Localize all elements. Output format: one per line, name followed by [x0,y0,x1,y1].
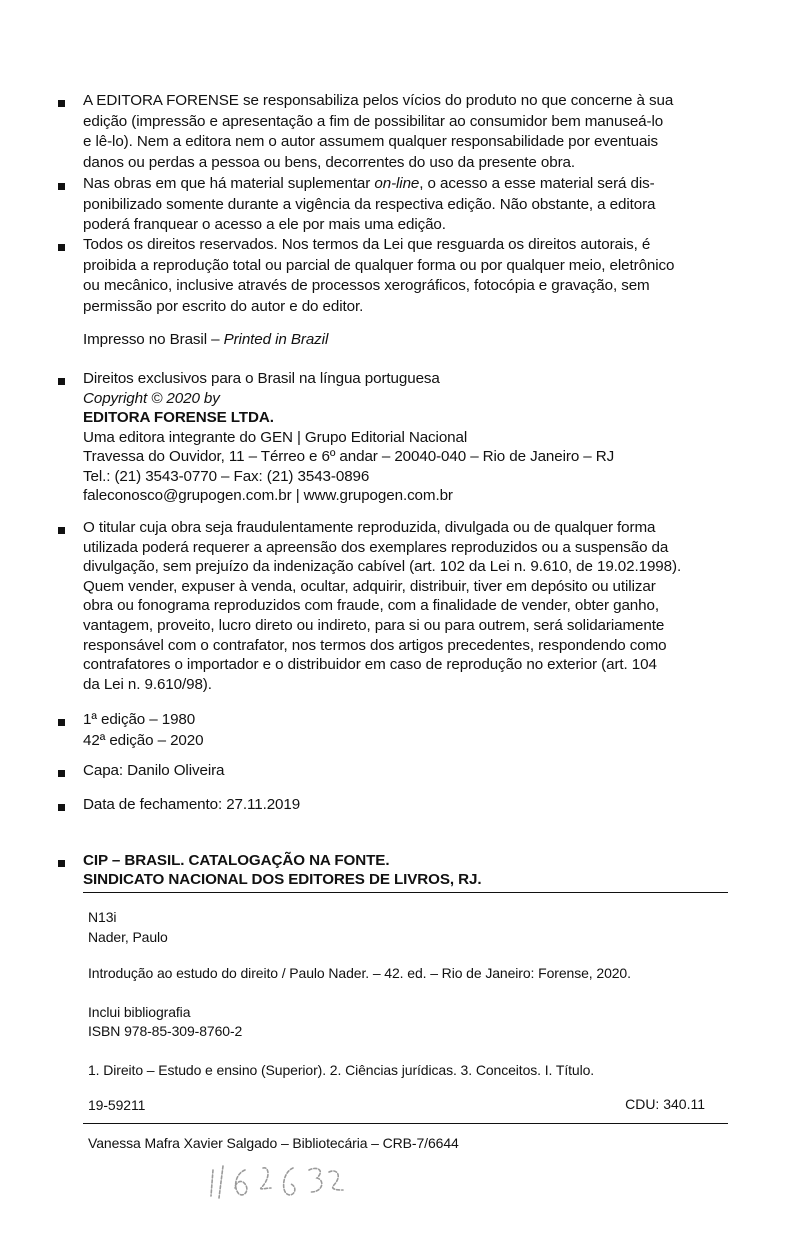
notice-fraud [83,518,728,694]
bullet-square [58,527,65,534]
closing-date [83,795,728,816]
notice-responsibility [83,91,728,173]
text-line: obra ou fonograma reproduzidos com fraude, com a finalidade de vender, obter ganho, [83,597,659,615]
text-line: ou mecânico, inclusive através de processos xerográficos, fotocópia e gravação, sem [83,277,650,295]
text-line: proibida a reprodução total ou parcial de qualquer forma ou por qualquer meio, eletrônico [83,256,675,274]
bullet-square [58,378,65,385]
cip-librarian: Vanessa Mafra Xavier Salgado – Bibliotecária – CRB-7/6644 [88,1135,459,1151]
cip-author: Nader, Paulo [88,929,168,945]
text-line: da Lei n. 9.610/98). [83,675,212,693]
phone-line: Tel.: (21) 3543-0770 – Fax: (21) 3543-0896 [83,467,370,485]
text-line: Uma editora integrante do GEN | Grupo Editorial Nacional [83,428,468,446]
text-line: utilizada poderá requerer a apreensão dos exemplares reproduzidos ou a suspensão da [83,538,669,556]
contact-line: faleconosco@grupogen.com.br | www.grupogen.com.br [83,487,453,504]
current-edition: 42ª edição – 2020 [83,731,204,749]
bullet-square [58,719,65,726]
text-line [83,174,728,195]
text-line: divulgação, sem prejuízo da indenização cabível (art. 102 da Lei n. 9.610, de 19.02.1998). [83,558,682,576]
address-line: Travessa do Ouvidor, 11 – Térreo e 6º andar – 20040-040 – Rio de Janeiro – RJ [83,448,615,465]
cip-isbn: ISBN 978-85-309-8760-2 [88,1023,243,1039]
cip-bottom-rule [83,1123,728,1124]
text-run: Impresso no Brasil – [83,331,224,348]
bullet-square [58,770,65,777]
notice-online-material [83,174,728,236]
text-line: vantagem, proveito, lucro direto ou indireto, para si ou para outrem, será solidariamente [83,616,665,634]
cip-cdu: CDU: 340.11 [625,1096,705,1112]
cip-heading [83,851,728,889]
cip-bibliography: Inclui bibliografia [88,1004,191,1020]
text-line: Todos os direitos reservados. Nos termos da Lei que resguarda os direitos autorais, é [83,236,651,253]
online-term: on-line [374,175,420,192]
text-line: Data de fechamento: 27.11.2019 [83,796,301,813]
cip-top-rule [83,892,728,893]
bullet-square [58,244,65,251]
cip-heading-line: SINDICATO NACIONAL DOS EDITORES DE LIVROS, RJ. [83,871,482,888]
text-line: danos ou perdas a pessoa ou bens, decorrentes do uso da presente obra. [83,153,576,171]
text-line: Direitos exclusivos para o Brasil na língua portuguesa [83,370,440,387]
text-run: , o acesso a esse material será dis- [419,175,655,192]
text-line: O titular cuja obra seja fraudulentamente reproduzida, divulgada ou de qualquer forma [83,519,656,536]
bullet-square [58,100,65,107]
handwritten-number [205,1158,345,1206]
text-line: edição (impressão e apresentação a fim de possibilitar ao consumidor bem manuseá-lo [83,112,664,130]
text-line: poderá franquear o acesso a ele por mais uma edição. [83,216,446,234]
cip-heading-line: CIP – BRASIL. CATALOGAÇÃO NA FONTE. [83,852,390,869]
notice-rights-reserved [83,235,728,317]
first-edition: 1ª edição – 1980 [83,711,196,728]
cip-code: N13i [88,909,117,925]
bullet-square [58,183,65,190]
text-line: responsável com o contrafator, nos termos dos artigos precedentes, respondendo como [83,636,667,654]
bullet-square [58,804,65,811]
text-run: Nas obras em que há material suplementar [83,175,375,192]
cip-subjects: 1. Direito – Estudo e ensino (Superior). 2. Ciências jurídicas. 3. Conceitos. I. Título. [88,1062,595,1078]
editions [83,710,728,751]
publisher-info [83,369,728,506]
text-line [83,330,728,351]
text-line: Quem vender, expuser à venda, ocultar, adquirir, distribuir, tiver em depósito ou utilizar [83,577,656,595]
text-line: contrafatores o importador e o distribuidor em caso de reprodução no exterior (art. 104 [83,656,657,674]
cip-title: Introdução ao estudo do direito / Paulo Nader. – 42. ed. – Rio de Janeiro: Forense, 2020. [88,965,631,981]
text-line: e lê-lo). Nem a editora nem o autor assumem qualquer responsabilidade por eventuais [83,133,659,151]
publisher-name: EDITORA FORENSE LTDA. [83,409,274,426]
cover-credit [83,761,728,782]
printed-in-brazil [83,330,728,351]
cip-record: 19-59211 [88,1097,146,1113]
printed-italic: Printed in Brazil [223,331,329,348]
text-line: permissão por escrito do autor e do editor. [83,297,364,315]
text-line: A EDITORA FORENSE se responsabiliza pelos vícios do produto no que concerne à sua [83,92,674,109]
copyright-line: Copyright © 2020 by [83,389,220,407]
text-line: Capa: Danilo Oliveira [83,762,225,779]
bullet-square [58,860,65,867]
text-line: ponibilizado somente durante a vigência da respectiva edição. Não obstante, a editora [83,195,656,213]
